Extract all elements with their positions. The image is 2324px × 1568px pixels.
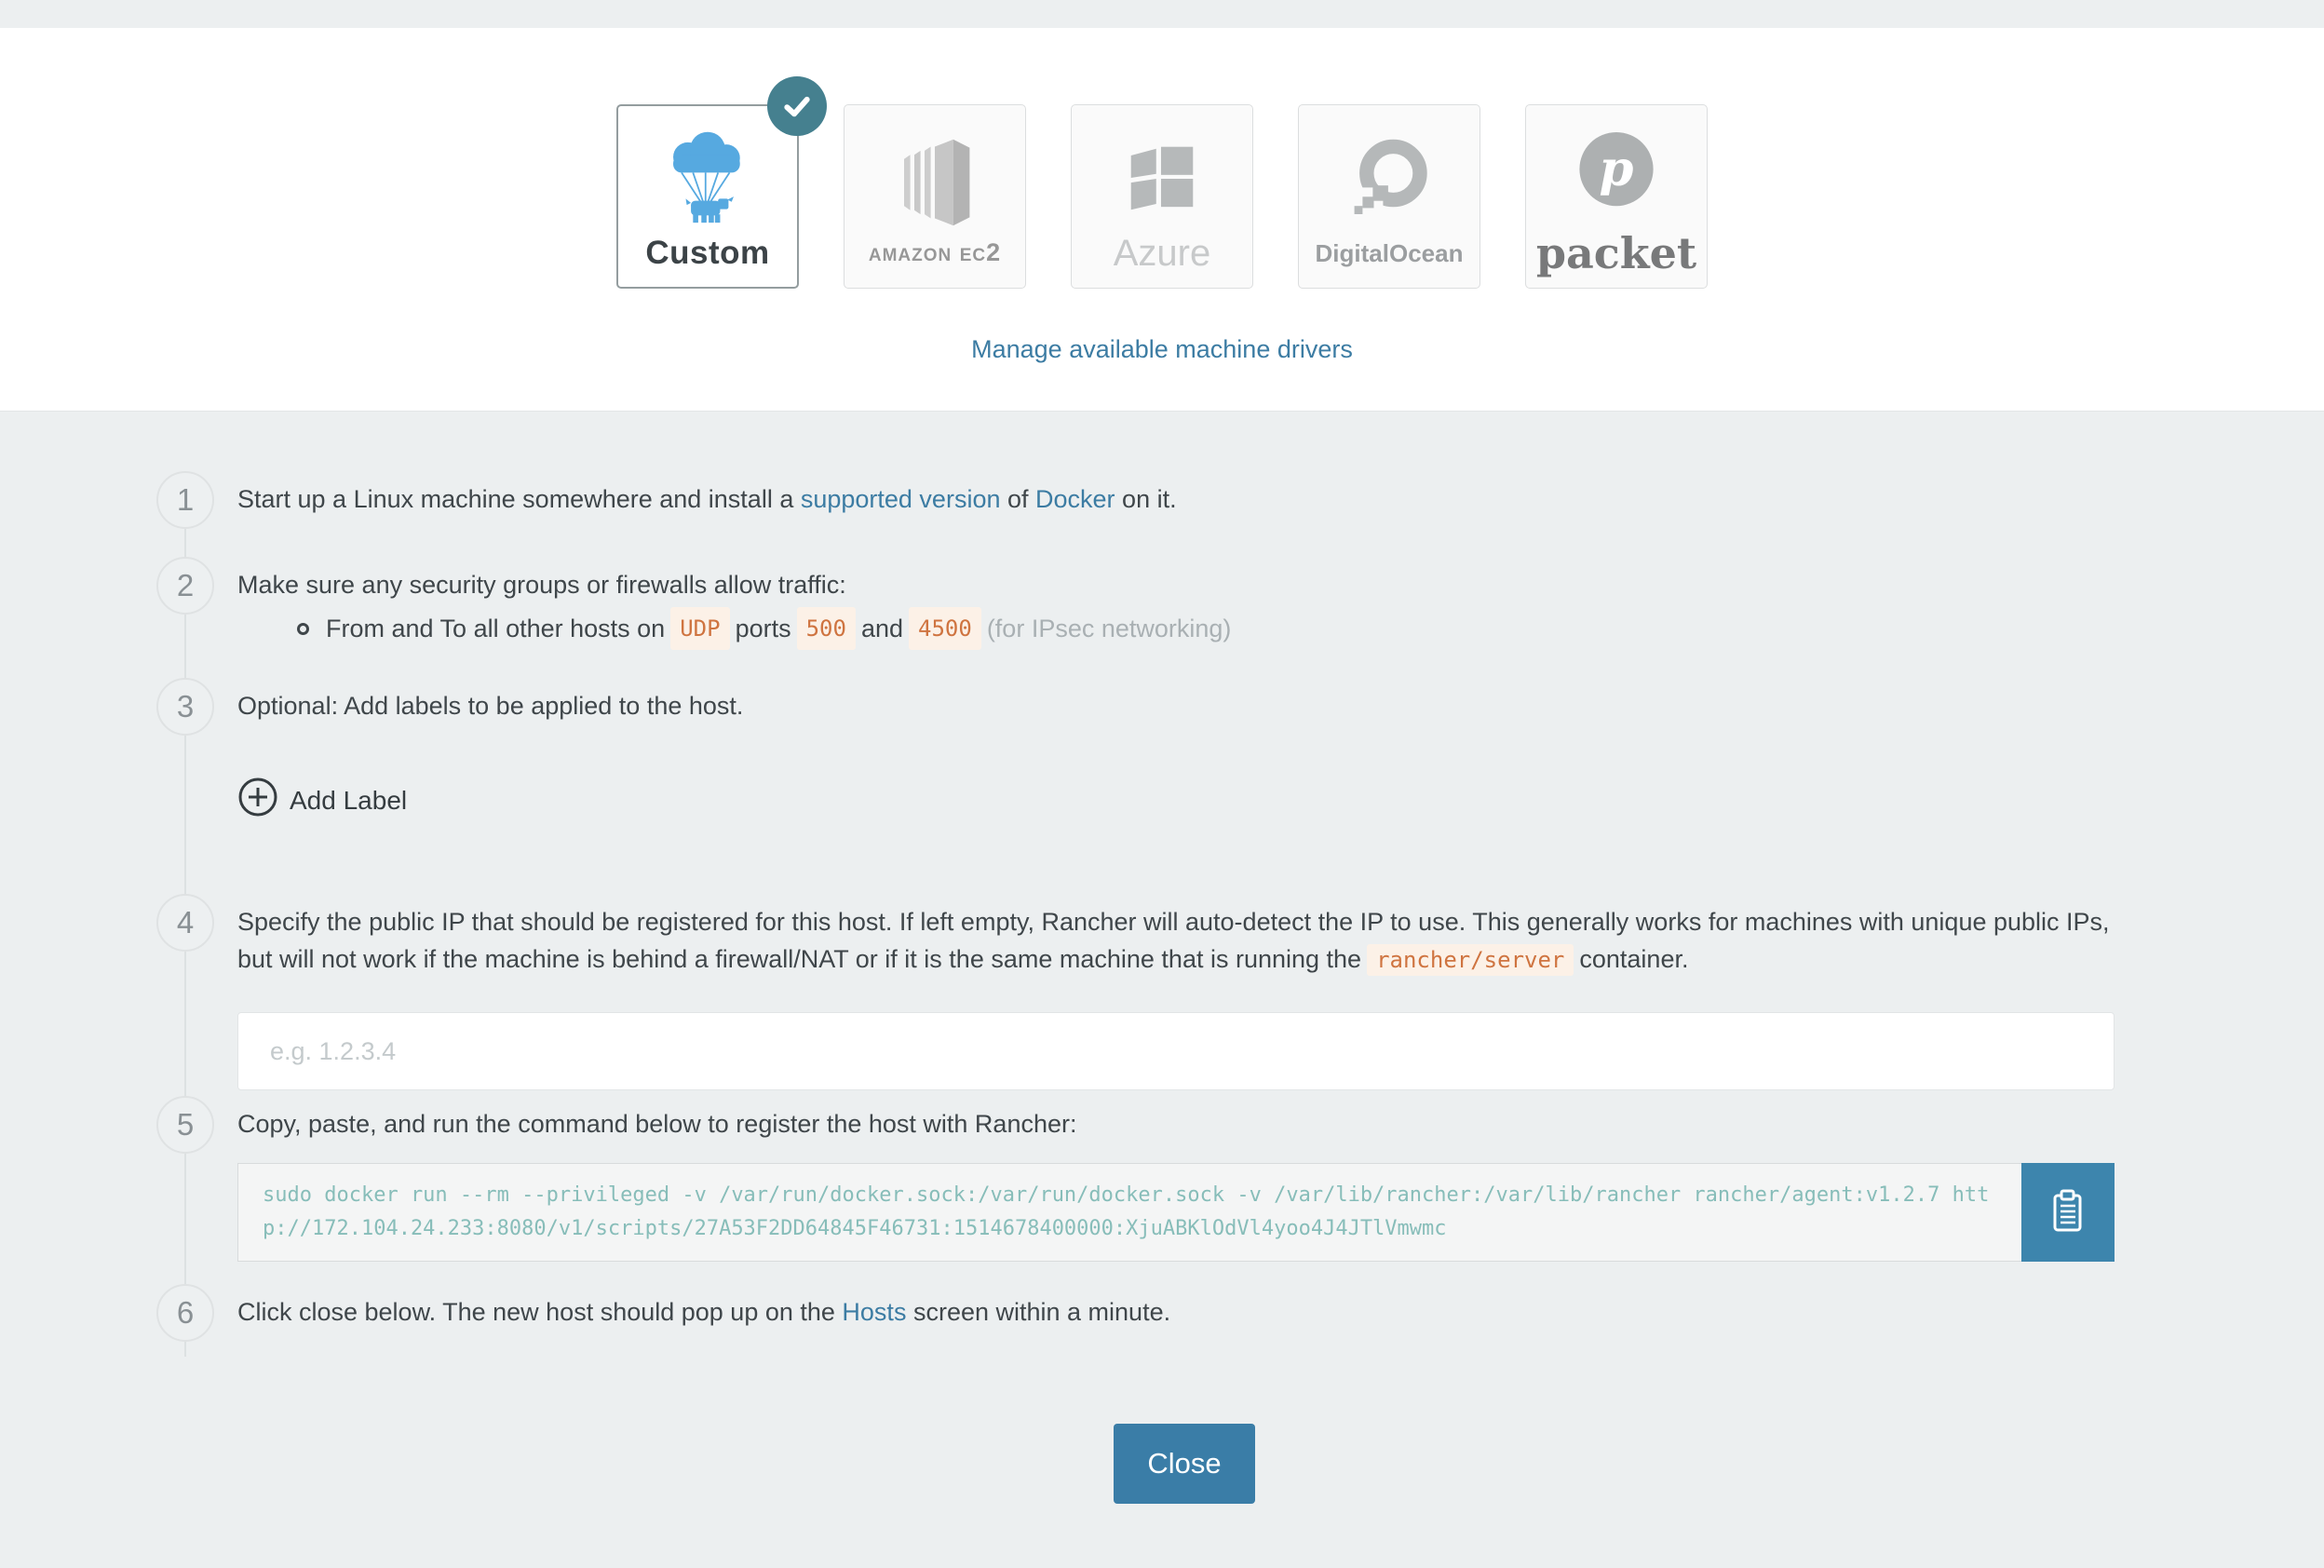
svg-text:p: p bbox=[1599, 139, 1634, 197]
machine-driver-picker bbox=[0, 28, 2324, 412]
step-number: 3 bbox=[156, 678, 214, 736]
step-text: container. bbox=[1579, 945, 1689, 973]
driver-card-amazon-ec2[interactable] bbox=[844, 104, 1026, 289]
supported-version-link[interactable]: supported version bbox=[800, 485, 1001, 513]
step-5-title: Copy, paste, and run the command below to register the host with Rancher: bbox=[237, 1110, 1077, 1138]
driver-card-label: Custom bbox=[645, 234, 770, 271]
driver-card-label: packet bbox=[1535, 227, 1697, 278]
port-4500-chip: 4500 bbox=[909, 607, 981, 650]
step-text: Click close below. The new host should pop up on the bbox=[237, 1298, 843, 1326]
rancher-server-chip: rancher/server bbox=[1367, 944, 1574, 976]
bullet-text: and bbox=[860, 615, 904, 642]
step-2-title: Make sure any security groups or firewalls allow traffic: bbox=[237, 571, 846, 599]
port-500-chip: 500 bbox=[797, 607, 856, 650]
selected-check-icon bbox=[767, 76, 827, 136]
step-3 bbox=[156, 678, 2212, 828]
driver-card-custom[interactable] bbox=[616, 104, 799, 289]
register-command-text[interactable]: sudo docker run --rm --privileged -v /var/run/docker.sock:/var/run/docker.sock -v /var/lib/rancher:/var/lib/rancher rancher/agent:v1.2.7 http://172.104.24.233:8080/v1/scripts/27A53F2DD64845F46731:1514678400000:XjuABKlOdVl4yoo4J4JTlVmwmc bbox=[237, 1163, 2021, 1262]
step-text: Start up a Linux machine somewhere and install a bbox=[237, 485, 801, 513]
step-text: Specify the public IP that should be registered for this host. If left empty, Rancher will auto-detect the IP to use. This generally works for machines with unique public IPs, but will not work if the machine is behind a firewall/NAT or if it is the same machine that is running the bbox=[237, 908, 2110, 973]
copy-command-button[interactable] bbox=[2021, 1163, 2115, 1262]
bullet-marker-icon bbox=[297, 623, 309, 635]
step-text: on it. bbox=[1115, 485, 1177, 513]
plus-circle-icon bbox=[237, 777, 278, 824]
clipboard-icon bbox=[2049, 1188, 2087, 1237]
step-5 bbox=[156, 1096, 2212, 1262]
step-2 bbox=[156, 557, 2212, 650]
step-text: screen within a minute. bbox=[906, 1298, 1171, 1326]
custom-driver-icon bbox=[654, 122, 762, 230]
step-1-text bbox=[237, 471, 1177, 529]
register-command-box bbox=[237, 1163, 2115, 1262]
step-number: 6 bbox=[156, 1284, 214, 1342]
driver-card-packet[interactable] bbox=[1525, 104, 1708, 289]
step-number: 5 bbox=[156, 1096, 214, 1154]
driver-card-label: DigitalOcean bbox=[1315, 238, 1464, 267]
step-number: 2 bbox=[156, 557, 214, 615]
step-2-bullet bbox=[237, 607, 1231, 650]
driver-cards-row bbox=[0, 104, 2324, 289]
driver-card-digitalocean[interactable] bbox=[1298, 104, 1480, 289]
docker-link[interactable]: Docker bbox=[1035, 485, 1115, 513]
digitalocean-icon bbox=[1338, 127, 1440, 235]
bullet-text: ports bbox=[735, 615, 791, 642]
driver-card-azure[interactable] bbox=[1071, 104, 1253, 289]
driver-card-label: amazon ec2 bbox=[868, 238, 1002, 267]
step-4-text bbox=[237, 903, 2128, 979]
page-top-strip bbox=[0, 0, 2324, 28]
close-button[interactable]: Close bbox=[1114, 1424, 1255, 1504]
ipsec-note: (for IPsec networking) bbox=[986, 615, 1232, 642]
azure-icon bbox=[1112, 119, 1212, 227]
manage-drivers-link[interactable]: Manage available machine drivers bbox=[971, 335, 1353, 363]
step-1 bbox=[156, 471, 2212, 529]
step-3-title: Optional: Add labels to be applied to the host. bbox=[237, 692, 744, 720]
step-number: 1 bbox=[156, 471, 214, 529]
add-label-button[interactable] bbox=[237, 777, 407, 824]
driver-card-label: Azure bbox=[1113, 233, 1211, 274]
packet-icon bbox=[1565, 116, 1668, 224]
step-6-text bbox=[237, 1284, 1170, 1342]
amazon-ec2-icon bbox=[884, 126, 986, 234]
step-text: of bbox=[1000, 485, 1036, 513]
hosts-link[interactable]: Hosts bbox=[842, 1298, 907, 1326]
add-label-text: Add Label bbox=[290, 785, 408, 815]
step-4 bbox=[156, 894, 2212, 1090]
public-ip-input[interactable] bbox=[237, 1012, 2115, 1090]
udp-code-chip: UDP bbox=[670, 607, 729, 650]
bullet-text: From and To all other hosts on bbox=[326, 615, 666, 642]
step-6 bbox=[156, 1284, 2212, 1342]
step-number: 4 bbox=[156, 894, 214, 952]
instruction-steps bbox=[0, 412, 2324, 1504]
